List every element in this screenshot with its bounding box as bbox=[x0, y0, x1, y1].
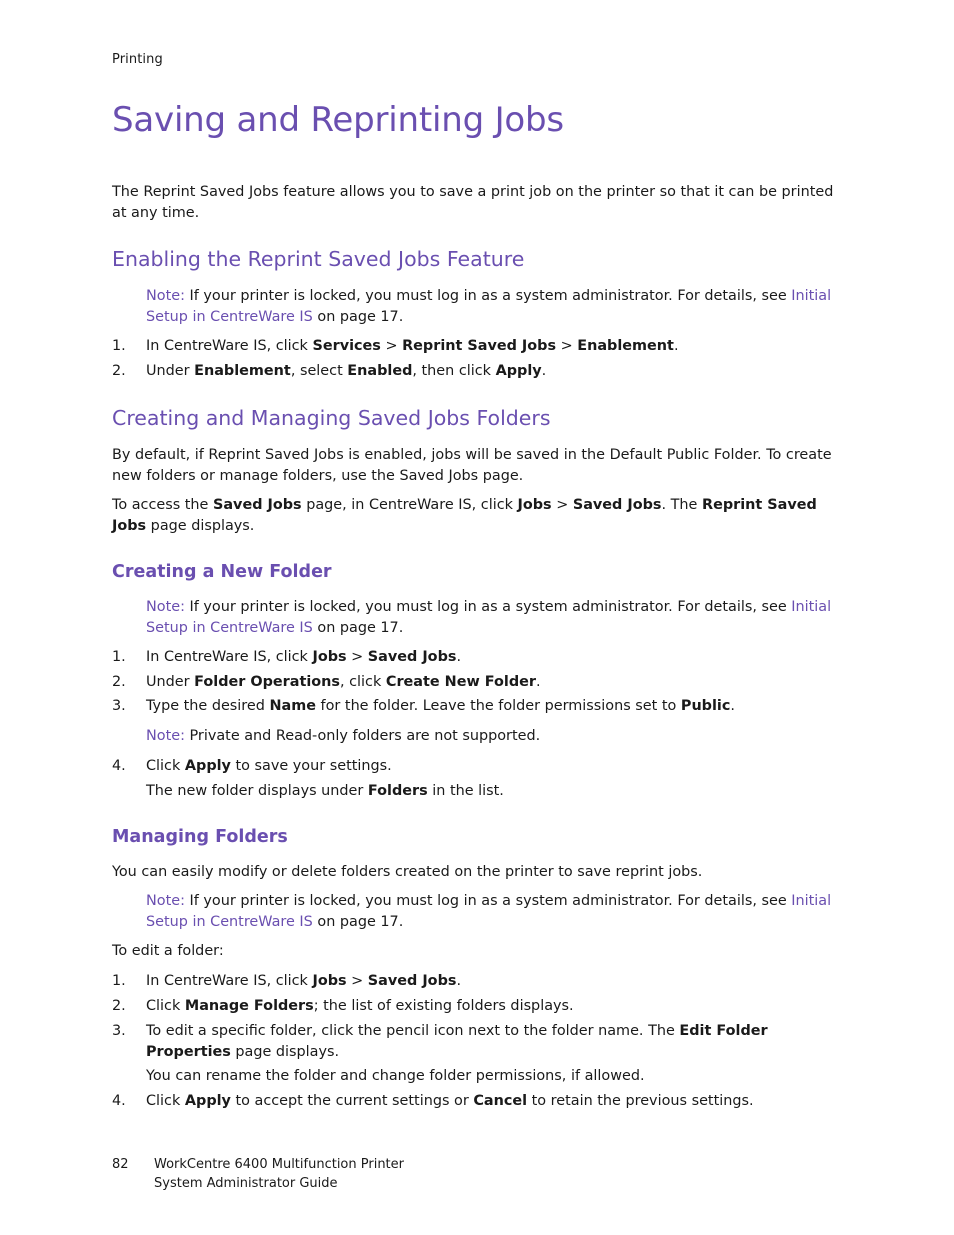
ui-label: Saved Jobs bbox=[212, 497, 302, 513]
intro-paragraph: The Reprint Saved Jobs feature allows you to save a print job on the printer so that it can be printed at any time. bbox=[112, 184, 834, 221]
step-text: . bbox=[456, 649, 462, 665]
step-text: Click bbox=[146, 758, 185, 774]
step-number: 2. bbox=[112, 363, 126, 379]
step-text: Under bbox=[146, 674, 195, 690]
ui-label: Jobs bbox=[517, 497, 552, 513]
step-text: To edit a specific folder, click the pencil icon next to the folder name. The bbox=[146, 1023, 680, 1039]
list-item bbox=[112, 756, 846, 777]
step-text: In CentreWare IS, click bbox=[146, 649, 313, 665]
footer-guide-name: System Administrator Guide bbox=[154, 1176, 338, 1191]
paragraph-text: in the list. bbox=[427, 783, 504, 799]
paragraph-text: > bbox=[551, 497, 573, 513]
note-folders-unsupported bbox=[146, 726, 836, 747]
step-text: . bbox=[456, 973, 462, 989]
step-number: 2. bbox=[112, 674, 126, 690]
step-detail-text: You can rename the folder and change folder permissions, if allowed. bbox=[146, 1068, 645, 1084]
step-text: Type the desired bbox=[146, 698, 270, 714]
paragraph-text: page displays. bbox=[146, 518, 255, 534]
step-ui-label: Jobs bbox=[312, 649, 347, 665]
step-ui-label: Enablement bbox=[577, 338, 674, 354]
note-text: If your printer is locked, you must log in as a system administrator. For details, see bbox=[184, 288, 792, 304]
step-ui-label: Services bbox=[312, 338, 381, 354]
list-item bbox=[112, 696, 846, 717]
list-item bbox=[112, 996, 846, 1017]
step-text: , click bbox=[340, 674, 386, 690]
list-item bbox=[112, 647, 846, 668]
cross-reference-link[interactable]: Initial Setup in CentreWare IS bbox=[146, 288, 832, 325]
step-ui-label: Name bbox=[269, 698, 316, 714]
step-ui-label: Folder Operations bbox=[194, 674, 340, 690]
note-locked-3 bbox=[146, 891, 836, 933]
note-locked-2 bbox=[146, 597, 836, 639]
heading-managing-folders: Managing Folders bbox=[112, 827, 288, 847]
step-number: 1. bbox=[112, 649, 126, 665]
note-label: Note: bbox=[146, 893, 185, 909]
step-text: ; the list of existing folders displays. bbox=[313, 998, 574, 1014]
ui-label: Reprint Saved Jobs bbox=[112, 497, 817, 534]
cross-reference-link[interactable]: Initial Setup in CentreWare IS bbox=[146, 599, 832, 636]
list-item bbox=[112, 361, 846, 382]
note-page-ref: on page 17. bbox=[312, 620, 404, 636]
paragraph-text: To access the bbox=[112, 497, 213, 513]
note-text: Private and Read-only folders are not supported. bbox=[184, 728, 541, 744]
ui-label: Folders bbox=[367, 783, 428, 799]
step-ui-label: Saved Jobs bbox=[367, 973, 457, 989]
step-text: Under bbox=[146, 363, 195, 379]
page-title: Saving and Reprinting Jobs bbox=[112, 100, 564, 140]
step-number: 4. bbox=[112, 758, 126, 774]
step-text: . bbox=[730, 698, 735, 714]
step-text: > bbox=[346, 973, 368, 989]
step-text: > bbox=[556, 338, 578, 354]
list-item bbox=[112, 672, 846, 693]
note-page-ref: on page 17. bbox=[312, 914, 404, 930]
step-ui-label: Apply bbox=[495, 363, 542, 379]
step-ui-label: Manage Folders bbox=[184, 998, 314, 1014]
step-text: for the folder. Leave the folder permissions set to bbox=[315, 698, 681, 714]
paragraph-text: . The bbox=[661, 497, 702, 513]
edit-folder-lead: To edit a folder: bbox=[112, 943, 224, 959]
step-text: > bbox=[346, 649, 368, 665]
step-ui-label: Enablement bbox=[194, 363, 291, 379]
step-ui-label: Create New Folder bbox=[385, 674, 537, 690]
step-text: , then click bbox=[412, 363, 496, 379]
step-number: 3. bbox=[112, 698, 126, 714]
step-text: Click bbox=[146, 998, 185, 1014]
note-text: If your printer is locked, you must log in as a system administrator. For details, see bbox=[184, 893, 792, 909]
step-ui-label: Saved Jobs bbox=[367, 649, 457, 665]
step-text: > bbox=[380, 338, 403, 354]
step-number: 1. bbox=[112, 338, 126, 354]
note-page-ref: on page 17. bbox=[312, 309, 404, 325]
step-ui-label: Apply bbox=[184, 758, 231, 774]
note-text: If your printer is locked, you must log in as a system administrator. For details, see bbox=[184, 599, 792, 615]
step-ui-label: Edit Folder Properties bbox=[146, 1023, 768, 1060]
folders-intro-paragraph: By default, if Reprint Saved Jobs is enabled, jobs will be saved in the Default Public Folder. To create new folders or manage folders, use the Saved Jobs page. bbox=[112, 447, 832, 484]
heading-creating-managing-folders: Creating and Managing Saved Jobs Folders bbox=[112, 406, 551, 430]
list-item bbox=[112, 336, 846, 357]
managing-intro-paragraph: You can easily modify or delete folders created on the printer to save reprint jobs. bbox=[112, 864, 703, 880]
cross-reference-link[interactable]: Initial Setup in CentreWare IS bbox=[146, 893, 832, 930]
step-text: In CentreWare IS, click bbox=[146, 338, 313, 354]
page-number: 82 bbox=[112, 1157, 129, 1172]
heading-enabling-feature: Enabling the Reprint Saved Jobs Feature bbox=[112, 247, 525, 271]
step-result-text bbox=[146, 781, 836, 802]
note-label: Note: bbox=[146, 728, 185, 744]
footer-product-name: WorkCentre 6400 Multifunction Printer bbox=[154, 1157, 404, 1172]
step-text: . bbox=[541, 363, 547, 379]
list-item bbox=[112, 971, 846, 992]
step-text: to accept the current settings or bbox=[230, 1093, 474, 1109]
step-ui-label: Apply bbox=[184, 1093, 231, 1109]
note-label: Note: bbox=[146, 599, 185, 615]
step-text: . bbox=[673, 338, 679, 354]
list-item bbox=[112, 1021, 846, 1063]
step-text: page displays. bbox=[230, 1044, 340, 1060]
paragraph-text: The new folder displays under bbox=[146, 783, 368, 799]
note-label: Note: bbox=[146, 288, 185, 304]
step-text: Click bbox=[146, 1093, 185, 1109]
step-text: . bbox=[536, 674, 541, 690]
list-item bbox=[112, 1091, 846, 1112]
step-text: , select bbox=[290, 363, 348, 379]
step-ui-label: Reprint Saved Jobs bbox=[402, 338, 557, 354]
paragraph-text: page, in CentreWare IS, click bbox=[301, 497, 518, 513]
step-number: 4. bbox=[112, 1093, 126, 1109]
step-number: 1. bbox=[112, 973, 126, 989]
step-ui-label: Jobs bbox=[312, 973, 347, 989]
step-ui-label: Public bbox=[680, 698, 731, 714]
step-text: In CentreWare IS, click bbox=[146, 973, 313, 989]
step-text: to save your settings. bbox=[230, 758, 392, 774]
step-text: to retain the previous settings. bbox=[527, 1093, 754, 1109]
running-header: Printing bbox=[112, 52, 163, 67]
note-locked-1 bbox=[146, 286, 836, 328]
heading-creating-new-folder: Creating a New Folder bbox=[112, 562, 332, 582]
ui-label: Saved Jobs bbox=[572, 497, 662, 513]
step-ui-label: Cancel bbox=[473, 1093, 528, 1109]
access-saved-jobs-paragraph bbox=[112, 495, 842, 537]
step-ui-label: Enabled bbox=[347, 363, 413, 379]
step-number: 2. bbox=[112, 998, 126, 1014]
step-number: 3. bbox=[112, 1023, 126, 1039]
